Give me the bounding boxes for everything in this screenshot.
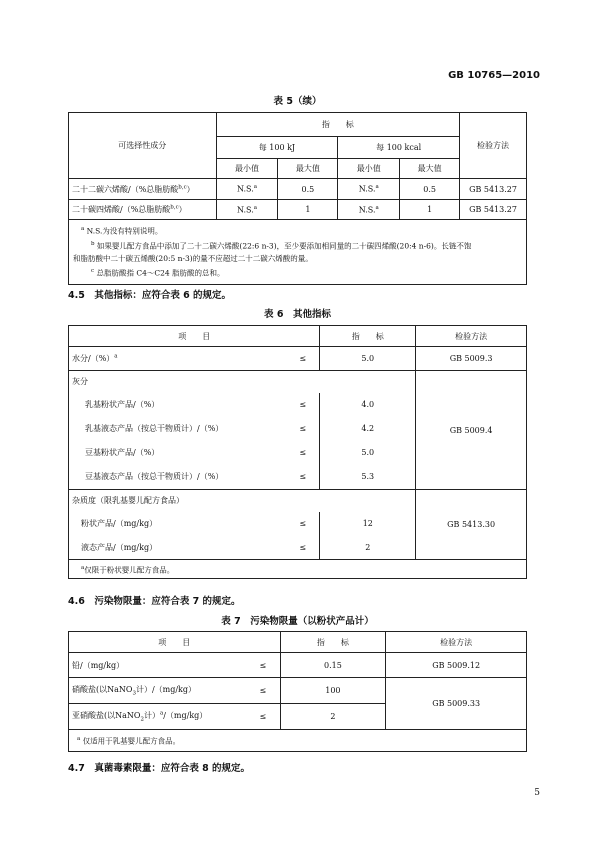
section-4-5: 4.5 其他指标：应符合表 6 的规定。 xyxy=(68,290,232,301)
table5-caption: 表 5（续） xyxy=(273,96,322,107)
table5-per-kj: 每 100 kJ xyxy=(216,137,338,159)
table-row: 豆基液态产品（按总干物质计）/（%） ≤ 5.3 xyxy=(69,465,527,490)
table-row: 水分/（%）$^a$ ≤ 5.0 GB 5009.3 xyxy=(69,347,527,371)
table5-max: 最大值 xyxy=(400,159,460,179)
section-4-7: 4.7 真菌毒素限量：应符合表 8 的规定。 xyxy=(68,763,251,774)
table5-min: 最小值 xyxy=(338,159,400,179)
table-row: 铅/（mg/kg） ≤ 0.15 GB 5009.12 xyxy=(69,653,527,678)
table5-component-header: 可选择性成分 xyxy=(69,113,217,179)
table6-indicator-header: 指 标 xyxy=(320,326,416,347)
table6-caption: 表 6 其他指标 xyxy=(264,309,331,320)
table6-item-header: 项 目 xyxy=(69,326,320,347)
table6-ash-method: GB 5009.4 xyxy=(416,371,527,490)
table-row: 液态产品/（mg/kg） ≤ 2 xyxy=(69,536,527,560)
table5-method-header: 检验方法 xyxy=(460,113,527,179)
table6-impurity-method: GB 5413.30 xyxy=(416,490,527,560)
table7-nitro-method: GB 5009.33 xyxy=(386,678,527,730)
table6-impurity-label: 杂质度（限乳基婴儿配方食品） xyxy=(69,490,416,512)
table7-note: $^a$ 仅适用于乳基婴儿配方食品。 xyxy=(69,730,527,752)
table5 xyxy=(68,112,527,285)
table7 xyxy=(68,631,527,752)
table7-caption: 表 7 污染物限量（以粉状产品计） xyxy=(221,616,374,627)
table-row: 二十二碳六烯酸/（%总脂肪酸$^{b,c}$） N.S.$^a$ 0.5 N.S.$^a$ 0.5 GB 5413.27 xyxy=(69,179,527,200)
table-row: 乳基粉状产品/（%） ≤ 4.0 xyxy=(69,393,527,417)
table5-per-kcal: 每 100 kcal xyxy=(338,137,460,159)
table7-indicator-header: 指 标 xyxy=(280,632,386,653)
table-row: 粉状产品/（mg/kg） ≤ 12 xyxy=(69,512,527,536)
table-row: 乳基液态产品（按总干物质计）/（%） ≤ 4.2 xyxy=(69,417,527,441)
table5-notes: $^a$ N.S.为没有特别说明。 $^b$ 如果婴儿配方食品中添加了二十二碳六烯酸(22:6 n-3)，至少要添加相同量的二十碳四烯酸(20:4 n-6)。长链不饱 和脂肪酸中二十碳五烯酸(20:5 n-3)的量不应超过二十二碳六烯酸的量。 $^c$ 总脂肪酸指 C4～C24 脂肪酸的总和。 xyxy=(69,220,527,285)
table5-indicator-header: 指 标 xyxy=(216,113,459,137)
table6-method-header: 检验方法 xyxy=(416,326,527,347)
table-row: 硝酸盐(以NaNO$_3$计）/（mg/kg） ≤ 100 GB 5009.33 xyxy=(69,678,527,704)
table-row: 豆基粉状产品/（%） ≤ 5.0 xyxy=(69,441,527,465)
table6 xyxy=(68,325,527,579)
standard-number: GB 10765—2010 xyxy=(448,70,540,81)
table-row: 二十碳四烯酸/（%总脂肪酸$^{b,c}$） N.S.$^a$ 1 N.S.$^a$ 1 GB 5413.27 xyxy=(69,200,527,220)
table5-min: 最小值 xyxy=(216,159,278,179)
table-row: 亚硝酸盐(以NaNO$_2$计）$^a$/（mg/kg） ≤ 2 xyxy=(69,704,527,730)
table7-method-header: 检验方法 xyxy=(386,632,527,653)
table5-max: 最大值 xyxy=(278,159,338,179)
table7-item-header: 项 目 xyxy=(69,632,281,653)
section-4-6: 4.6 污染物限量：应符合表 7 的规定。 xyxy=(68,596,241,607)
table6-note: $^a$仅限于粉状婴儿配方食品。 xyxy=(69,560,527,579)
table6-ash-label: 灰分 xyxy=(69,371,416,393)
page-number: 5 xyxy=(534,788,540,798)
